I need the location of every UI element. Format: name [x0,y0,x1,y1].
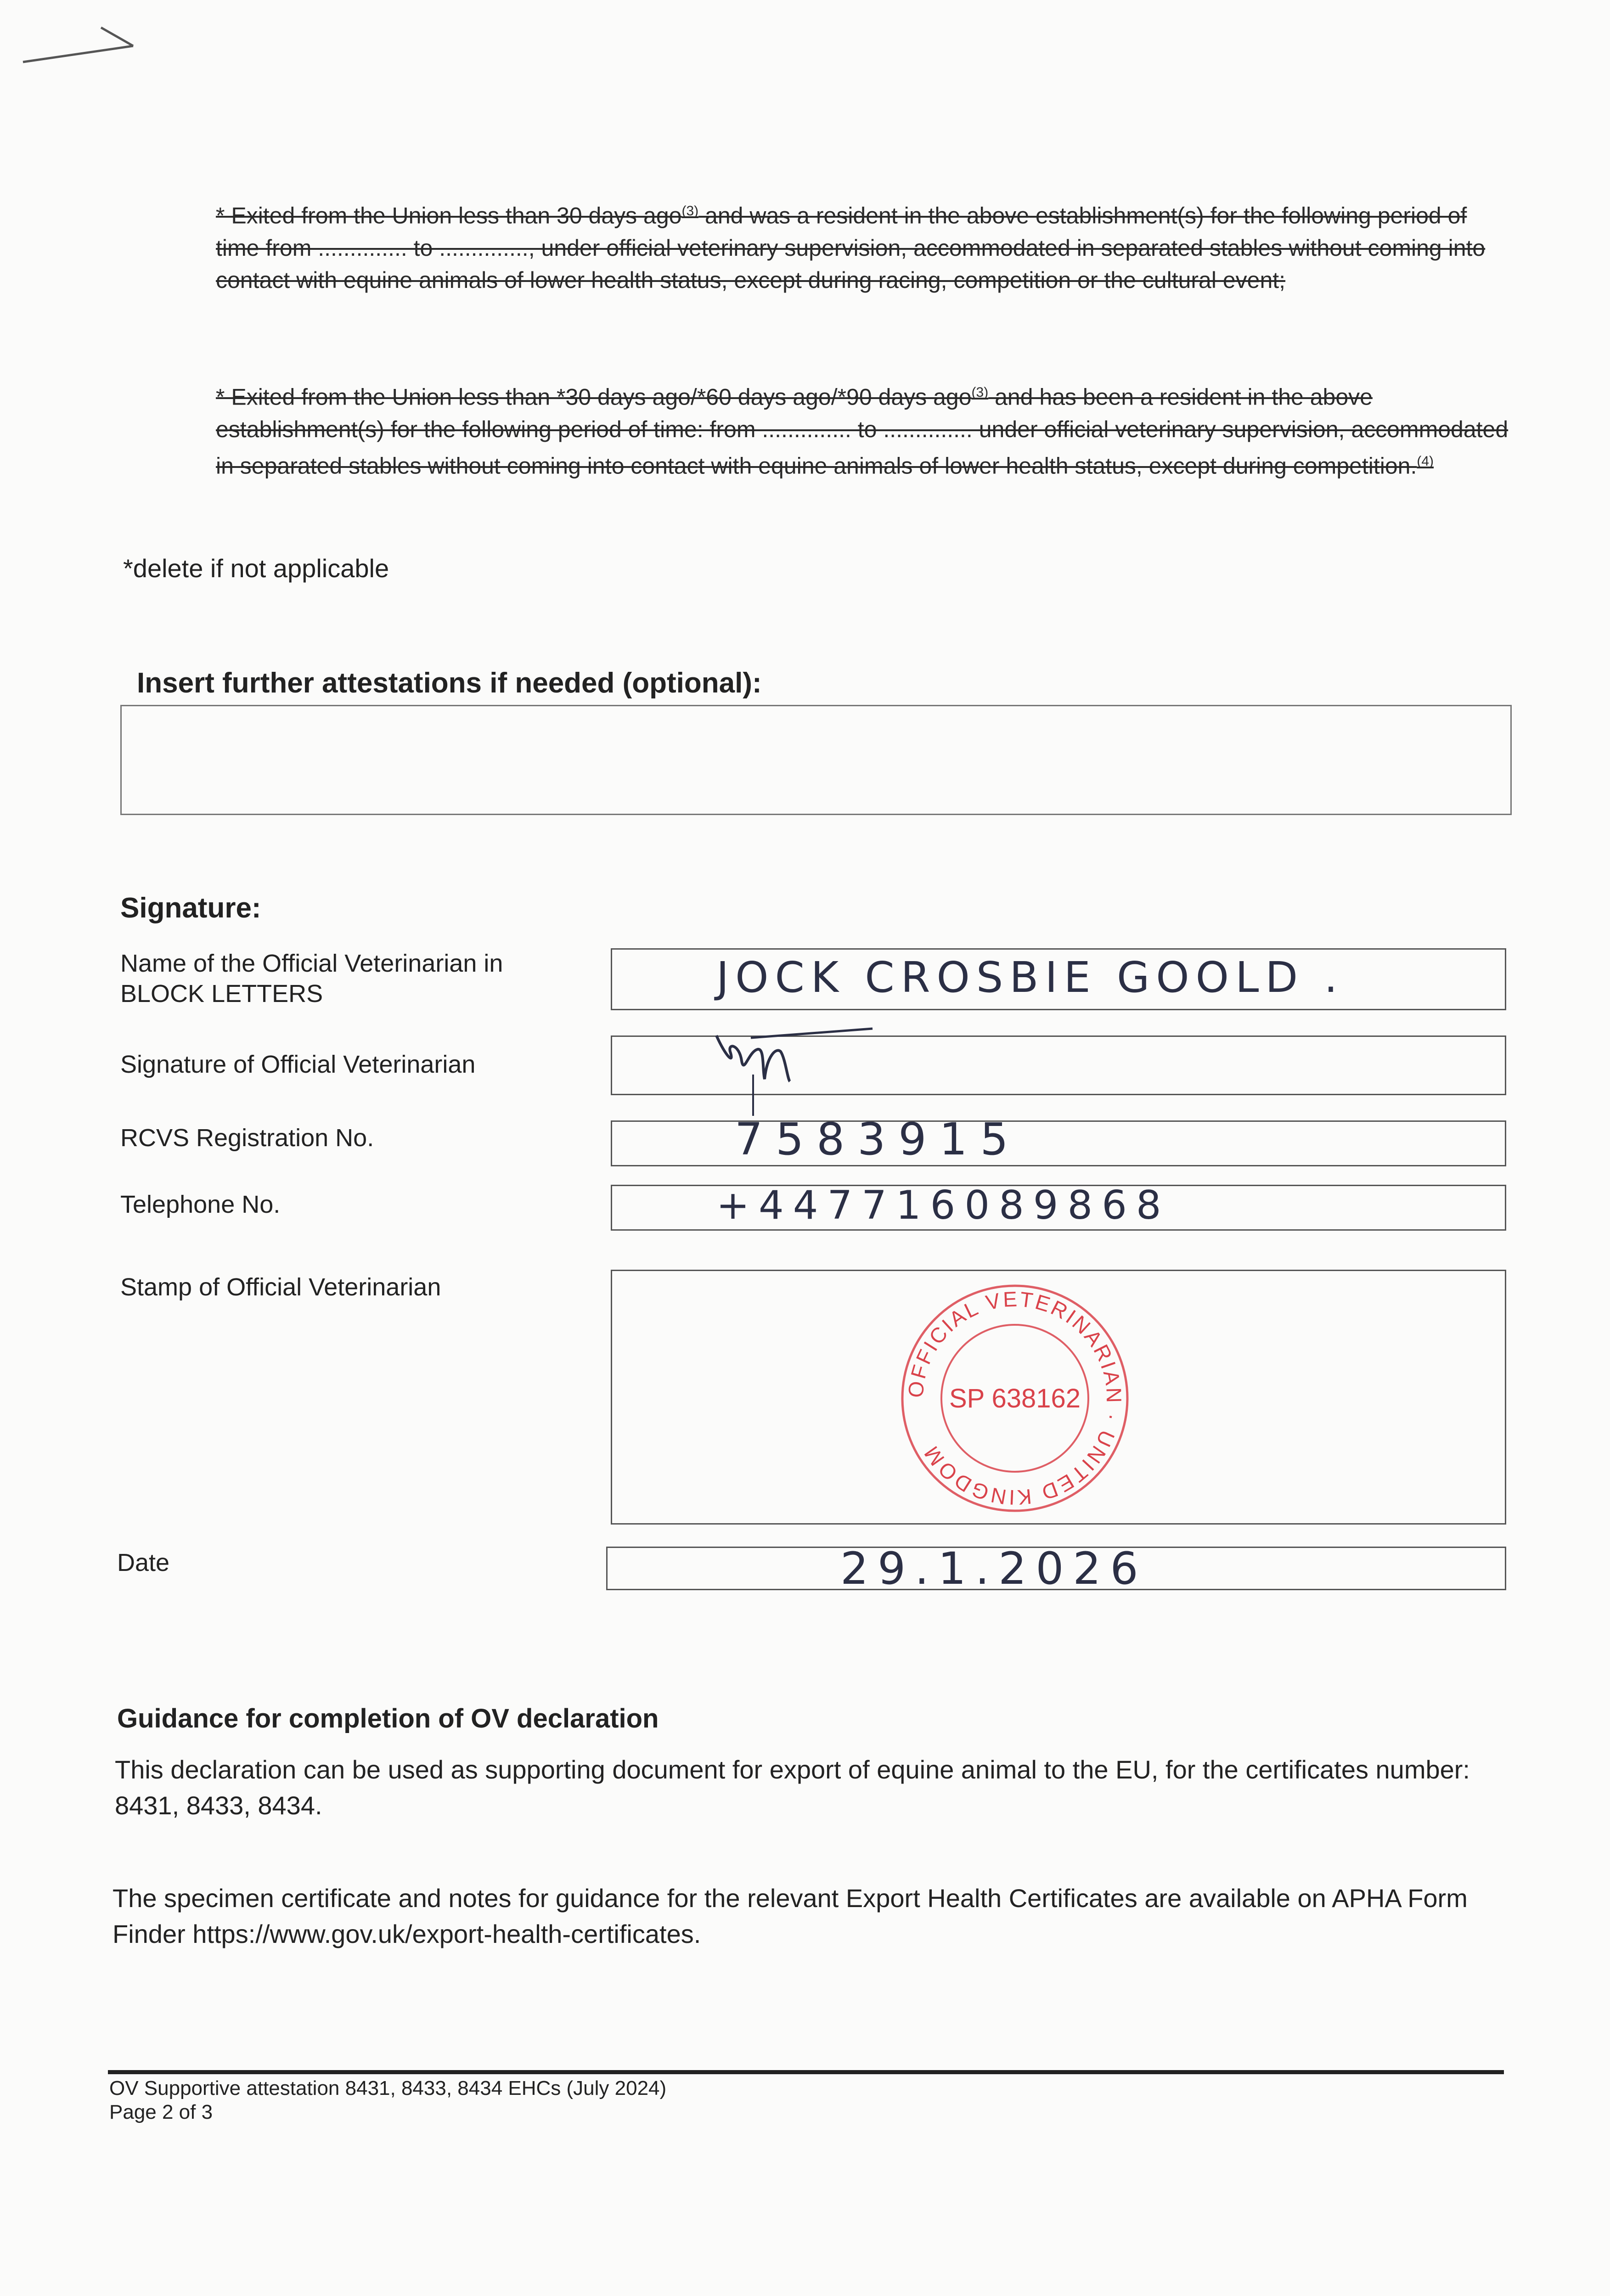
signature-label: Signature of Official Veterinarian [120,1051,476,1078]
struck-paragraph-1: * Exited from the Union less than 30 days ago$^{(3)}$ and was a resident in the above establishment(s) for the following period of time from .............. to .............., under official veterinary supervision, accommodated in separated stables without coming into contact with equine animals of lower health status, except during racing, competition or the cultural event; [216,203,1486,293]
name-label: Name of the Official Veterinarian in BLOCK LETTERS [120,950,503,1007]
telephone-label: Telephone No. [120,1191,281,1218]
delete-note: *delete if not applicable [123,554,389,583]
stamp-label: Stamp of Official Veterinarian [120,1273,441,1301]
further-attestations-box[interactable] [120,705,1512,815]
official-veterinarian-stamp [891,1274,1139,1522]
footer-line-2: Page 2 of 3 [109,2101,213,2123]
rcvs-label: RCVS Registration No. [120,1124,374,1152]
signature-heading: Signature: [120,892,261,924]
telephone-handwritten: +447716089868 [716,1182,1171,1228]
footer-rule [108,2070,1504,2074]
corner-fold-mark [18,18,138,69]
guidance-para-1: This declaration can be used as supporting document for export of equine animal to the EU, for the certificates number: 8431, 8433, 8434. [115,1755,1470,1820]
guidance-heading: Guidance for completion of OV declaration [117,1704,659,1733]
footer-line-1: OV Supportive attestation 8431, 8433, 8434 EHCs (July 2024) [109,2077,667,2099]
date-label: Date [117,1549,170,1576]
guidance-para-2: The specimen certificate and notes for guidance for the relevant Export Health Certificates are available on APHA Form Finder https://www.gov.uk/export-health-certificates. [113,1884,1468,1948]
stamp-ring-text: OFFICIAL VETERINARIAN · UNITED KINGDOM [903,1287,1126,1510]
struck-paragraph-2: * Exited from the Union less than *30 days ago/*60 days ago/*90 days ago$^{(3)}$ and has been a resident in the above establishment(s) for the following period of time: from .............. to .............. under official veterinary supervision, accommodated in separated stables without coming into contact with equine animals of lower health status, except during competition.$^{(4)}$ [216,384,1509,479]
stamp-code: SP 638162 [949,1384,1081,1413]
date-handwritten: 29.1.2026 [840,1543,1148,1594]
name-handwritten: JOCK CROSBIE GOOLD . [716,953,1344,1002]
export-certificates-link[interactable]: https://www.gov.uk/export-health-certificates [192,1919,694,1948]
rcvs-handwritten: 7583915 [735,1114,1021,1165]
further-attestations-heading: Insert further attestations if needed (optional): [137,667,762,699]
